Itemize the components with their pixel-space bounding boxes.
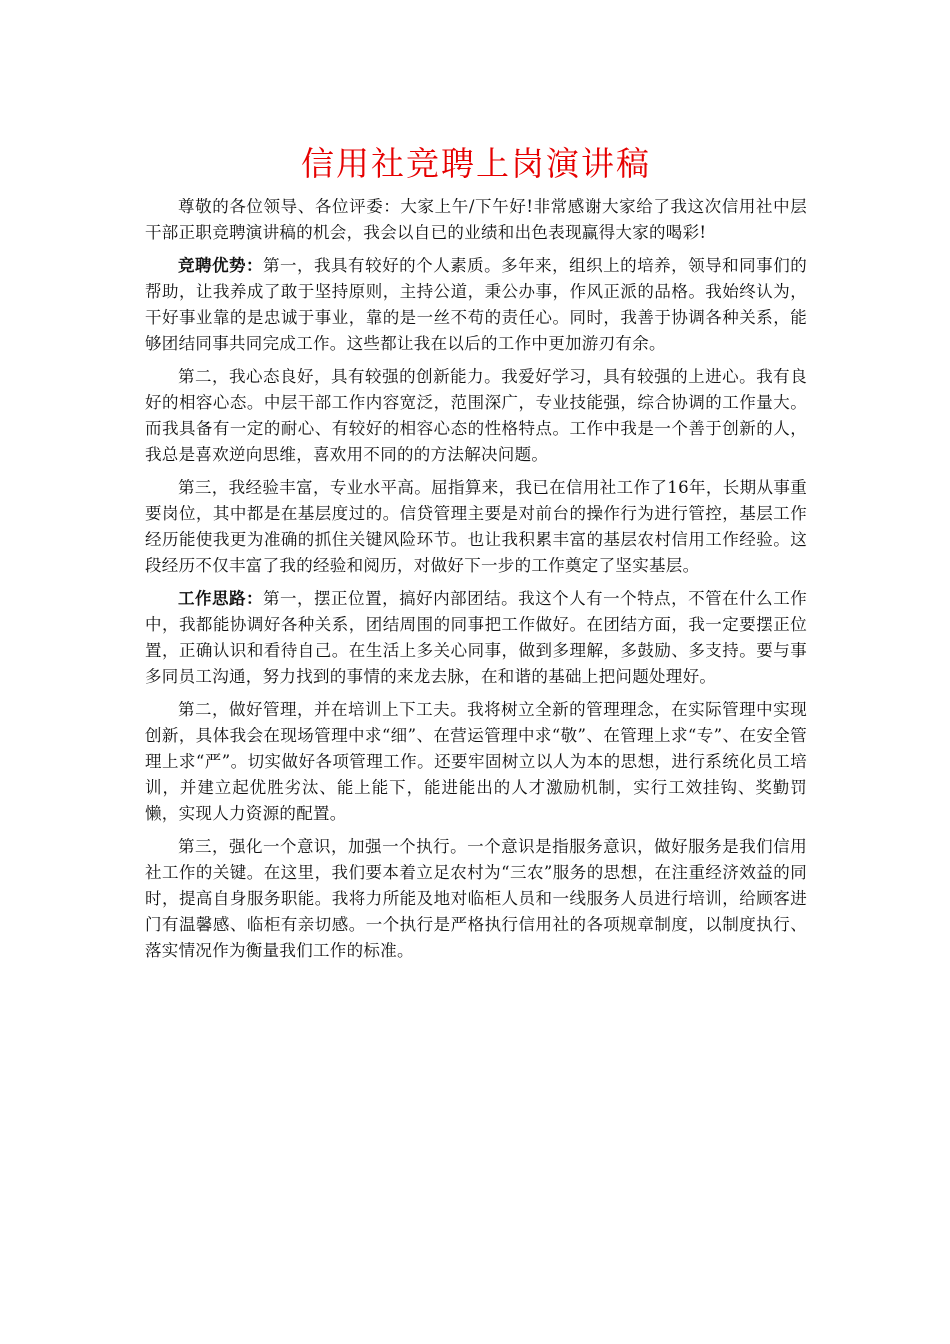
paragraph-text: 第二，做好管理，并在培训上下工夫。我将树立全新的管理理念，在实际管理中实现创新，具体我会在现场管理中求“细”、在营运管理中求“敬”、在管理上求“专”、在安全管理上求“严”。切实做好各项管理工作。还要牢固树立以人为本的思想，进行系统化员工培训，并建立起优胜劣汰、能上能下，能进能出的人才激励机制，实行工效挂钩、奖勤罚懒，实现人力资源的配置。 (145, 700, 807, 823)
paragraph-text: 第三，我经验丰富，专业水平高。屈指算来，我已在信用社工作了16年，长期从事重要岗位，其中都是在基层度过的。信贷管理主要是对前台的操作行为进行管控，基层工作经历能使我更为准确的抓住关键风险环节。也让我积累丰富的基层农村信用工作经验。这段经历不仅丰富了我的经验和阅历，对做好下一步的工作奠定了坚实基层。 (145, 478, 807, 575)
paragraph-text: 第三，强化一个意识，加强一个执行。一个意识是指服务意识，做好服务是我们信用社工作的关键。在这里，我们要本着立足农村为“三农”服务的思想，在注重经济效益的同时，提高自身服务职能。我将力所能及地对临柜人员和一线服务人员进行培训，给顾客进门有温馨感、临柜有亲切感。一个执行是严格执行信用社的各项规章制度，以制度执行、落实情况作为衡量我们工作的标准。 (145, 837, 807, 960)
section-heading-plan: 工作思路： (178, 589, 264, 608)
paragraph-plan-2 (145, 697, 807, 827)
paragraph-advantage-2 (145, 364, 807, 468)
paragraph-text: 第一，我具有较好的个人素质。多年来，组织上的培养，领导和同事们的帮助，让我养成了敢于坚持原则，主持公道，秉公办事，作风正派的品格。我始终认为，干好事业靠的是忠诚于事业，靠的是一丝不苟的责任心。同时，我善于协调各种关系，能够团结同事共同完成工作。这些都让我在以后的工作中更加游刃有余。 (145, 256, 807, 353)
paragraph-text: 第一，摆正位置，搞好内部团结。我这个人有一个特点，不管在什么工作中，我都能协调好各种关系，团结周围的同事把工作做好。在团结方面，我一定要摆正位置，正确认识和看待自己。在生活上多关心同事，做到多理解，多鼓励、多支持。要与事多同员工沟通，努力找到的事情的来龙去脉，在和谐的基础上把问题处理好。 (145, 589, 807, 686)
section-heading-advantages: 竞聘优势： (178, 256, 264, 275)
document-title: 信用社竞聘上岗演讲稿 (301, 144, 651, 183)
paragraph-advantage-3 (145, 475, 807, 579)
paragraph-plan-1 (145, 586, 807, 690)
paragraph-text: 第二，我心态良好，具有较强的创新能力。我爱好学习，具有较强的上进心。我有良好的相容心态。中层干部工作内容宽泛，范围深广，专业技能强，综合协调的工作量大。而我具备有一定的耐心、有较好的相容心态的性格特点。工作中我是一个善于创新的人，我总是喜欢逆向思维，喜欢用不同的的方法解决问题。 (145, 367, 807, 464)
paragraph-advantage-1 (145, 253, 807, 357)
paragraph-plan-3 (145, 834, 807, 964)
paragraph-text: 尊敬的各位领导、各位评委：大家上午/下午好!非常感谢大家给了我这次信用社中层干部正职竞聘演讲稿的机会，我会以自已的业绩和出色表现赢得大家的喝彩! (145, 197, 807, 242)
document-page (145, 0, 807, 964)
paragraph-greeting (145, 194, 807, 246)
